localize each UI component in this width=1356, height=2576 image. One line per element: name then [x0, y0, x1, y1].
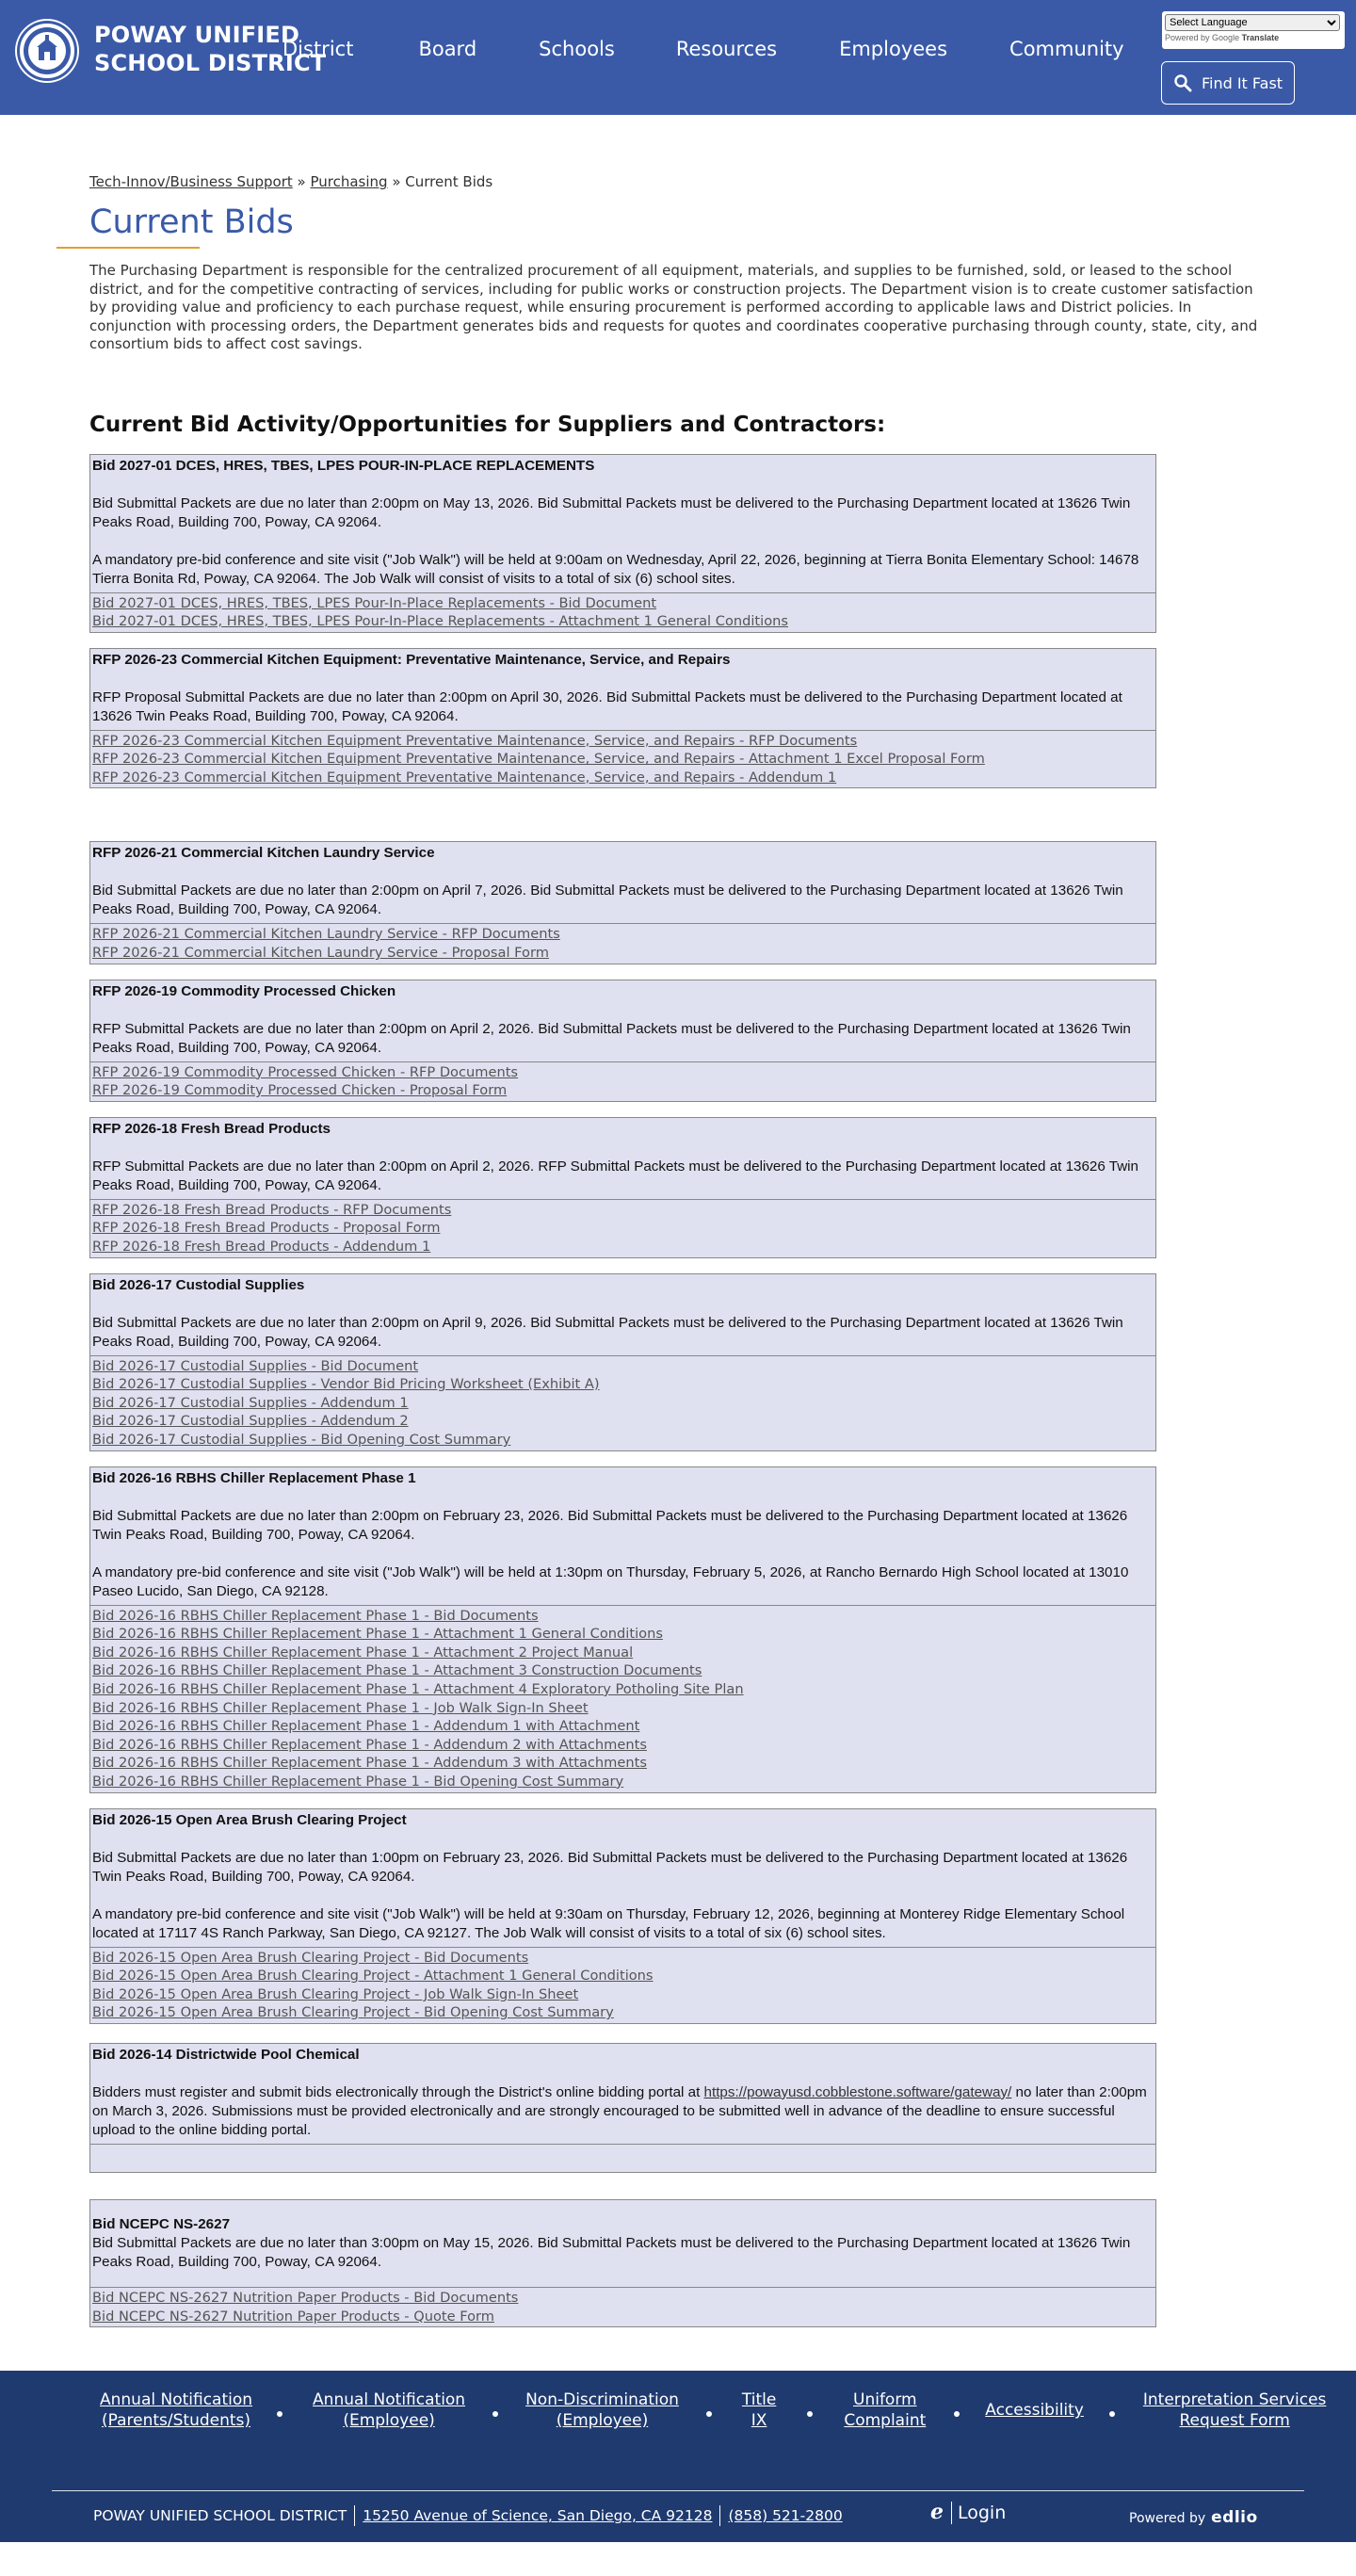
intro-paragraph: The Purchasing Department is responsible for the centralized procurement of all equipment, materials, and supplies to be furnished, sold, or leased to the school district, and for the competitive contracting of services, including for public works or construction projects. The Department vision is to create customer satisfaction by providing value and proficiency to each purchase request, while ensuring procurement is performed according to applicable laws and District policies. In conjunction with processing orders, the Department generates bids and requests for quotes and coordinates cooperative purchasing through county, state, city, and consortium bids to affect cost savings. — [89, 262, 1258, 352]
bid-document-link[interactable]: RFP 2026-21 Commercial Kitchen Laundry Service - Proposal Form — [92, 945, 549, 962]
bid-info — [90, 842, 1155, 923]
login-link[interactable]: Login — [958, 2502, 1007, 2523]
bid-document-link[interactable]: RFP 2026-23 Commercial Kitchen Equipment Preventative Maintenance, Service, and Repairs - RFP Documents — [92, 732, 858, 749]
nav-district[interactable]: District — [282, 38, 354, 60]
bid-card — [89, 841, 1156, 964]
seal-icon — [22, 25, 73, 76]
nav-schools[interactable]: Schools — [539, 38, 615, 60]
bid-description: Bid Submittal Packets are due no later than 2:00pm on April 7, 2026. Bid Submittal Packets must be delivered to the Purchasing Department located at 13626 Twin Peaks Road, Building 700, Poway, CA 92064. — [92, 883, 1123, 918]
nav-board[interactable]: Board — [418, 38, 477, 60]
bid-description: RFP Proposal Submittal Packets are due no later than 2:00pm on April 30, 2026. Bid Submittal Packets must be delivered to the Purchasing Department located at 13626 Twin Peaks Road, Building 700, Poway, CA 92064. — [92, 689, 1122, 724]
bid-title: Bid 2026-14 Districtwide Pool Chemical — [92, 2046, 360, 2063]
bid-card-ncepc — [89, 2199, 1156, 2327]
bid-document-link[interactable]: Bid 2027-01 DCES, HRES, TBES, LPES Pour-In-Place Replacements - Bid Document — [92, 594, 657, 611]
bid-links — [90, 592, 1155, 632]
bid-card — [89, 454, 1156, 633]
footer-link-uniform-complaint[interactable] — [844, 2390, 926, 2431]
footer-phone-link[interactable]: (858) 521-2800 — [728, 2507, 843, 2525]
translate-powered-text: Powered by — [1165, 33, 1210, 42]
footer-link-line: Accessibility — [985, 2401, 1084, 2421]
footer-link-line: Annual Notification — [100, 2390, 253, 2410]
search-icon — [1173, 73, 1192, 92]
google-translate-widget — [1162, 11, 1345, 49]
bid-card — [89, 1808, 1156, 2024]
bid-links-empty — [90, 2144, 1155, 2172]
footer-link-line: Annual Notification — [313, 2390, 466, 2410]
bid-description: Bid Submittal Packets are due no later than 2:00pm on February 23, 2026. Bid Submittal Packets must be delivered to the Purchasing Department located at 13626 Twin Peaks Road, Building 700, Poway, CA 92064. — [92, 1507, 1128, 1543]
bid-card — [89, 1466, 1156, 1793]
bid-card — [89, 1117, 1156, 1258]
bid-info — [90, 2044, 1155, 2144]
bid-links — [90, 1605, 1155, 1792]
footer-link-title-ix[interactable] — [742, 2390, 776, 2431]
footer-bar — [951, 2502, 952, 2524]
bid-info — [90, 2200, 1155, 2287]
footer-link-line: Non-Discrimination — [525, 2390, 679, 2410]
bid-description: RFP Submittal Packets are due no later than 2:00pm on April 2, 2026. RFP Submittal Packets must be delivered to the Purchasing Department located at 13626 Twin Peaks Road, Building 700, Poway, CA 92064. — [92, 1158, 1138, 1193]
bid-links — [90, 2287, 1155, 2326]
bid-document-link[interactable]: Bid 2026-16 RBHS Chiller Replacement Phase 1 - Addendum 1 with Attachment — [92, 1718, 640, 1735]
district-name-line1: POWAY UNIFIED — [94, 22, 300, 48]
bid-card — [89, 1273, 1156, 1451]
bid-document-link[interactable]: Bid 2026-15 Open Area Brush Clearing Project - Bid Documents — [92, 1949, 529, 1966]
bid-info — [90, 980, 1155, 1061]
bid-document-link[interactable]: Bid 2027-01 DCES, HRES, TBES, LPES Pour-In-Place Replacements - Attachment 1 General Conditions — [92, 613, 788, 630]
bid-title: Bid 2026-16 RBHS Chiller Replacement Phase 1 — [92, 1469, 416, 1486]
bid-text: Bidders must register and submit bids electronically through the District's online bidding portal at — [92, 2083, 704, 2100]
bid-description: Bid Submittal Packets are due no later than 1:00pm on February 23, 2026. Bid Submittal Packets must be delivered to the Purchasing Department located at 13626 Twin Peaks Road, Building 700, Poway, CA 92064. — [92, 1849, 1128, 1885]
nav-resources[interactable]: Resources — [675, 38, 778, 60]
district-name-line2: SCHOOL DISTRICT — [94, 50, 327, 76]
find-it-fast-label: Find It Fast — [1201, 73, 1283, 92]
bid-document-link[interactable]: Bid 2026-15 Open Area Brush Clearing Project - Bid Opening Cost Summary — [92, 2004, 614, 2021]
footer-login[interactable] — [930, 2501, 1006, 2524]
bid-links — [90, 1061, 1155, 1101]
footer-link-annual-notification-parents[interactable] — [100, 2390, 252, 2431]
bid-description: Bid Submittal Packets are due no later than 3:00pm on May 15, 2026. Bid Submittal Packets must be delivered to the Purchasing Department located at 13626 Twin Peaks Road, Building 700, Poway, CA 92064. — [92, 2234, 1131, 2270]
footer-link-line: (Parents/Students) — [102, 2411, 251, 2431]
bid-document-link[interactable]: Bid 2026-17 Custodial Supplies - Bid Opening Cost Summary — [92, 1432, 511, 1448]
bid-title: RFP 2026-21 Commercial Kitchen Laundry Service — [92, 845, 435, 862]
bid-description: Bid Submittal Packets are due no later than 2:00pm on April 9, 2026. Bid Submittal Packets must be delivered to the Purchasing Department located at 13626 Twin Peaks Road, Building 700, Poway, CA 92064. — [92, 1314, 1123, 1350]
footer-bar — [719, 2505, 720, 2526]
nav-employees[interactable]: Employees — [839, 38, 948, 60]
bid-description: A mandatory pre-bid conference and site visit ("Job Walk") will be held at 9:00am on Wednesday, April 22, 2026, beginning at Tierra Bonita Elementary School: 14678 Tierra Bonita Rd, Poway, CA 92064. The Job Walk will consist of visits to a total of six (6) school sites. — [92, 551, 1139, 587]
footer-contact — [93, 2505, 843, 2526]
bid-document-link[interactable]: Bid 2026-16 RBHS Chiller Replacement Phase 1 - Addendum 2 with Attachments — [92, 1736, 647, 1753]
bid-document-link[interactable]: Bid 2026-17 Custodial Supplies - Addendum 1 — [92, 1394, 409, 1411]
bid-description — [92, 2083, 1154, 2140]
bid-text: no later than 2:00pm on March 3, 2026. Submissions must be provided electronically and are strongly encouraged to be submitted well in advance of the deadline to ensure successful upload to the online bidding portal. — [92, 2083, 1147, 2138]
footer-bar — [354, 2505, 355, 2526]
footer-links — [0, 2390, 1356, 2431]
bid-card — [89, 980, 1156, 1102]
bid-title: Bid 2026-15 Open Area Brush Clearing Project — [92, 1811, 407, 1828]
bid-info — [90, 1118, 1155, 1199]
bid-document-link[interactable]: Bid 2026-15 Open Area Brush Clearing Project - Attachment 1 General Conditions — [92, 1968, 654, 1985]
bid-document-link[interactable]: RFP 2026-21 Commercial Kitchen Laundry Service - RFP Documents — [92, 926, 560, 943]
bid-document-link[interactable]: RFP 2026-23 Commercial Kitchen Equipment Preventative Maintenance, Service, and Repairs - Attachment 1 Excel Proposal Form — [92, 751, 985, 768]
bid-document-link[interactable]: Bid 2026-16 RBHS Chiller Replacement Phase 1 - Addendum 3 with Attachments — [92, 1755, 647, 1772]
bid-document-link[interactable]: RFP 2026-18 Fresh Bread Products - Addendum 1 — [92, 1239, 431, 1256]
bid-document-link[interactable]: Bid NCEPC NS-2627 Nutrition Paper Products - Quote Form — [92, 2308, 494, 2325]
bid-document-link[interactable]: Bid 2026-17 Custodial Supplies - Addendum 2 — [92, 1413, 409, 1430]
footer-link-line: (Employee) — [556, 2411, 649, 2431]
footer-link-line: IX — [751, 2411, 767, 2431]
edlio-e-icon: ℯ — [930, 2501, 944, 2525]
bid-card-pool-chemical — [89, 2043, 1156, 2173]
footer-link-annual-notification-employee[interactable] — [313, 2390, 465, 2431]
bid-title: RFP 2026-23 Commercial Kitchen Equipment: Preventative Maintenance, Service, and Repairs — [92, 651, 731, 668]
bid-description: RFP Submittal Packets are due no later than 2:00pm on April 2, 2026. Bid Submittal Packets must be delivered to the Purchasing Department located at 13626 Twin Peaks Road, Building 700, Poway, CA 92064. — [92, 1020, 1131, 1056]
breadcrumb-separator: » — [387, 173, 406, 190]
footer-link-interpretation-services[interactable] — [1143, 2390, 1327, 2431]
bid-document-link[interactable]: Bid 2026-16 RBHS Chiller Replacement Phase 1 - Attachment 3 Construction Documents — [92, 1662, 702, 1679]
bid-document-link[interactable]: Bid 2026-17 Custodial Supplies - Bid Document — [92, 1357, 419, 1374]
bid-document-link[interactable]: RFP 2026-18 Fresh Bread Products - RFP Documents — [92, 1201, 452, 1218]
bid-description: Bid Submittal Packets are due no later than 2:00pm on May 13, 2026. Bid Submittal Packets must be delivered to the Purchasing Department located at 13626 Twin Peaks Road, Building 700, Poway, CA 92064. — [92, 494, 1131, 530]
bid-title: Bid NCEPC NS-2627 — [92, 2215, 231, 2232]
bid-title: Bid 2026-17 Custodial Supplies — [92, 1276, 305, 1293]
site-header — [0, 0, 1356, 115]
translate-powered-by — [1165, 33, 1342, 42]
footer-link-line: Interpretation Services — [1142, 2390, 1327, 2410]
bid-document-link[interactable]: Bid 2026-16 RBHS Chiller Replacement Phase 1 - Bid Documents — [92, 1607, 539, 1624]
footer-separator-dot — [706, 2411, 712, 2417]
site-footer — [0, 2371, 1356, 2542]
bid-document-link[interactable]: Bid 2026-17 Custodial Supplies - Vendor Bid Pricing Worksheet (Exhibit A) — [92, 1376, 600, 1393]
footer-separator-dot — [807, 2411, 813, 2417]
district-seal-logo[interactable] — [17, 21, 77, 81]
bid-document-link[interactable]: Bid 2026-16 RBHS Chiller Replacement Phase 1 - Attachment 4 Exploratory Potholing Site Plan — [92, 1680, 744, 1697]
breadcrumb — [89, 173, 1356, 190]
bid-links — [90, 923, 1155, 963]
bid-info — [90, 1467, 1155, 1605]
footer-separator-dot — [277, 2411, 282, 2417]
bid-description: A mandatory pre-bid conference and site visit ("Job Walk") will be held at 1:30pm on Thursday, February 5, 2026, at Rancho Bernardo High School located at 13010 Paseo Lucido, San Diego, CA 92128. — [92, 1563, 1129, 1599]
breadcrumb-purchasing[interactable]: Purchasing — [310, 173, 388, 190]
bid-links — [90, 1355, 1155, 1450]
breadcrumb-tech-innov[interactable]: Tech-Innov/Business Support — [89, 173, 293, 190]
bid-document-link[interactable]: RFP 2026-23 Commercial Kitchen Equipment Preventative Maintenance, Service, and Repairs - Addendum 1 — [92, 769, 837, 786]
breadcrumb-separator: » — [292, 173, 311, 190]
language-select[interactable] — [1165, 14, 1340, 31]
bid-title: RFP 2026-18 Fresh Bread Products — [92, 1120, 331, 1137]
bid-links — [90, 1947, 1155, 2023]
bids-list — [89, 454, 1356, 2024]
footer-separator-dot — [1109, 2411, 1115, 2417]
bid-document-link[interactable]: RFP 2026-19 Commodity Processed Chicken - Proposal Form — [92, 1082, 508, 1099]
bid-document-link[interactable]: Bid 2026-16 RBHS Chiller Replacement Phase 1 - Attachment 2 Project Manual — [92, 1644, 634, 1661]
bid-document-link[interactable]: Bid 2026-16 RBHS Chiller Replacement Phase 1 - Bid Opening Cost Summary — [92, 1773, 624, 1790]
footer-link-non-discrimination[interactable] — [525, 2390, 679, 2431]
footer-link-line: (Employee) — [343, 2411, 435, 2431]
nav-community[interactable]: Community — [1009, 38, 1124, 60]
find-it-fast-button[interactable] — [1161, 61, 1295, 105]
footer-divider — [52, 2490, 1304, 2491]
section-heading: Current Bid Activity/Opportunities for Suppliers and Contractors: — [89, 412, 886, 437]
footer-link-line: Complaint — [844, 2411, 927, 2431]
bid-info — [90, 455, 1155, 592]
bid-title: Bid 2027-01 DCES, HRES, TBES, LPES POUR-IN-PLACE REPLACEMENTS — [92, 457, 595, 474]
google-logo-text: Google — [1212, 33, 1240, 42]
footer-link-line: Title — [741, 2390, 777, 2410]
bid-info — [90, 1809, 1155, 1947]
bid-document-link[interactable]: RFP 2026-18 Fresh Bread Products - Proposal Form — [92, 1220, 441, 1237]
bid-card — [89, 648, 1156, 789]
bid-info — [90, 1274, 1155, 1355]
edlio-logo: edlio — [1211, 2508, 1258, 2528]
bid-title: RFP 2026-19 Commodity Processed Chicken — [92, 982, 396, 999]
bid-document-link[interactable]: RFP 2026-19 Commodity Processed Chicken - RFP Documents — [92, 1063, 519, 1080]
bid-links — [90, 730, 1155, 788]
bid-document-link[interactable]: Bid 2026-15 Open Area Brush Clearing Project - Job Walk Sign-In Sheet — [92, 1985, 579, 2002]
translate-link[interactable]: Translate — [1241, 33, 1280, 42]
breadcrumb-current: Current Bids — [405, 173, 493, 190]
footer-link-line: Request Form — [1179, 2411, 1290, 2431]
main-nav — [282, 38, 1124, 60]
footer-separator-dot — [954, 2411, 960, 2417]
footer-link-accessibility[interactable] — [985, 2400, 1084, 2421]
page-title: Current Bids — [89, 203, 294, 241]
bid-links — [90, 1199, 1155, 1257]
bid-document-link[interactable]: Bid NCEPC NS-2627 Nutrition Paper Products - Bid Documents — [92, 2289, 519, 2306]
footer-address-link[interactable]: 15250 Avenue of Science, San Diego, CA 92128 — [363, 2507, 713, 2525]
title-underline — [56, 247, 200, 249]
bid-document-link[interactable]: Bid 2026-16 RBHS Chiller Replacement Phase 1 - Attachment 1 General Conditions — [92, 1626, 663, 1643]
bidding-portal-link[interactable]: https://powayusd.cobblestone.software/gateway/ — [703, 2083, 1012, 2100]
footer-district-name: POWAY UNIFIED SCHOOL DISTRICT — [93, 2507, 347, 2525]
bid-info — [90, 649, 1155, 730]
footer-link-line: Uniform — [853, 2390, 917, 2410]
bid-document-link[interactable]: Bid 2026-16 RBHS Chiller Replacement Phase 1 - Job Walk Sign-In Sheet — [92, 1699, 589, 1716]
bid-description: A mandatory pre-bid conference and site visit ("Job Walk") will be held at 9:30am on Thursday, February 12, 2026, beginning at Monterey Ridge Elementary School located at 17117 4S Ranch Parkway, San Diego, CA 92127. The Job Walk will consist of visits to a total of six (6) school sites. — [92, 1905, 1125, 1941]
powered-by-edlio[interactable] — [1129, 2508, 1258, 2527]
footer-separator-dot — [492, 2411, 498, 2417]
main-content — [0, 115, 1356, 2327]
powered-by-text: Powered by — [1129, 2511, 1206, 2527]
